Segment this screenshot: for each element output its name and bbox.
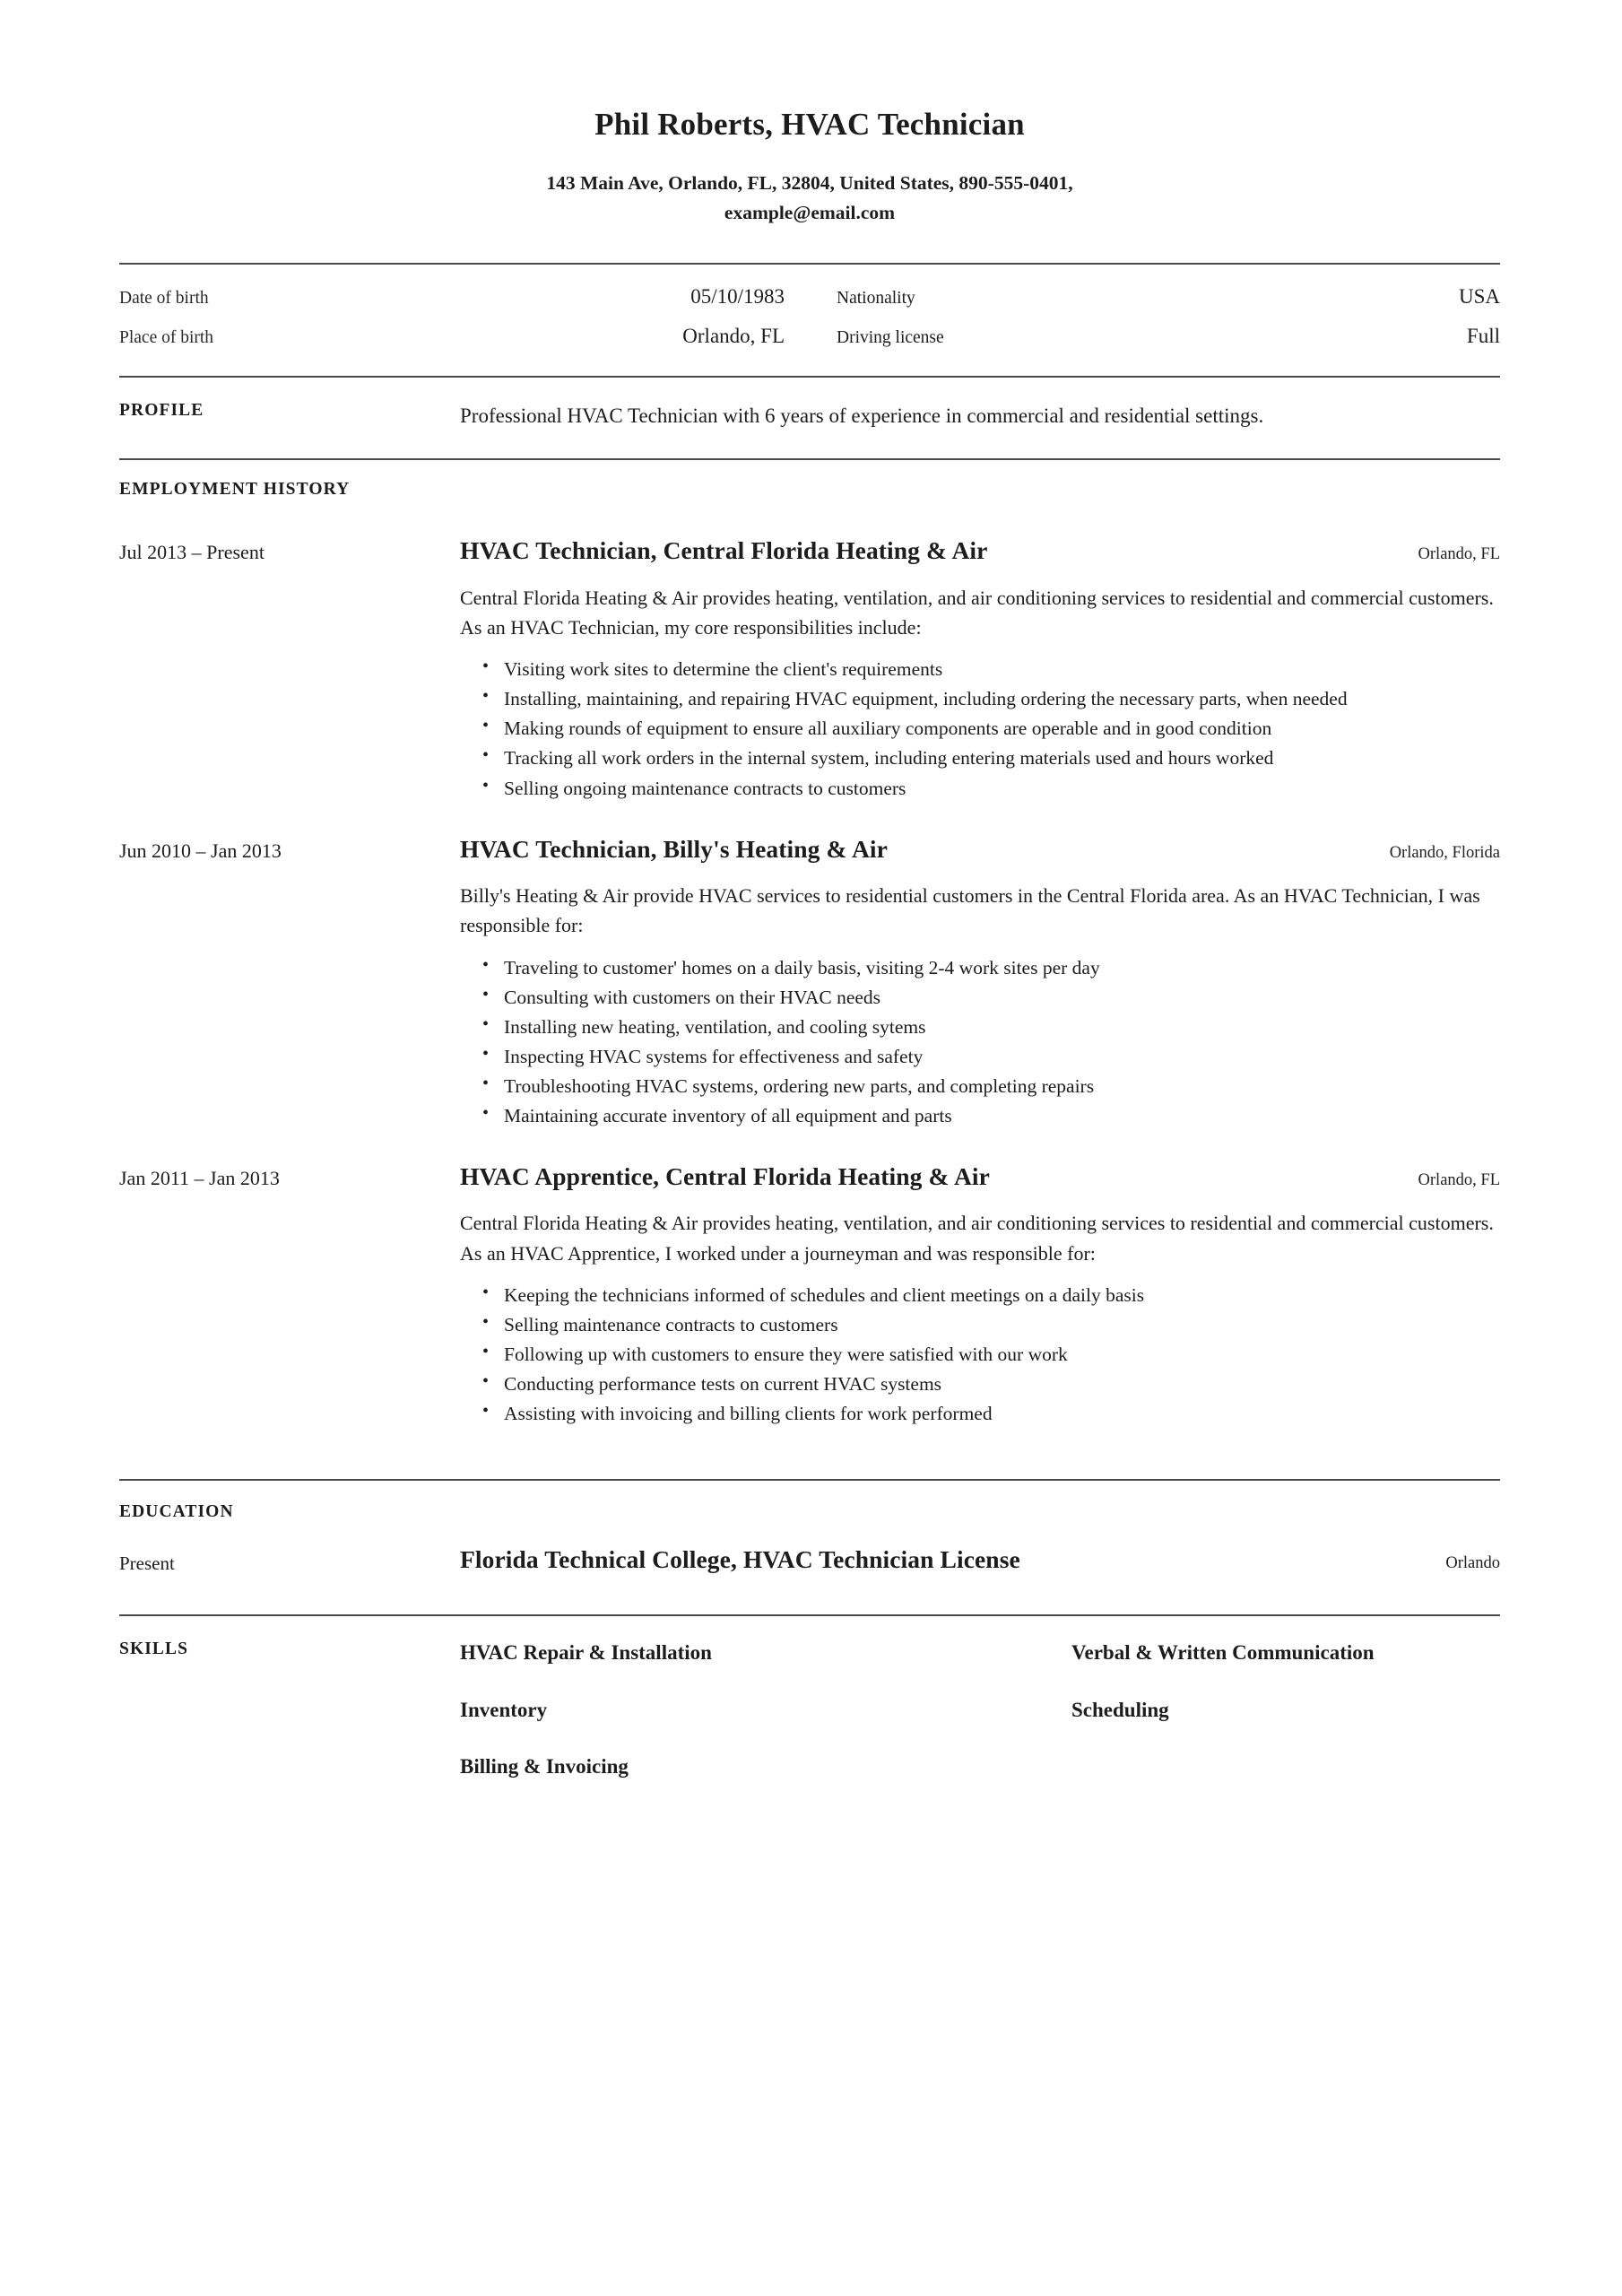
list-item: • Installing, maintaining, and repairing HVAC equipment, including ordering the necessary parts, when needed <box>460 684 1500 713</box>
list-item: • Troubleshooting HVAC systems, ordering new parts, and completing repairs <box>460 1072 1500 1100</box>
list-item: • Traveling to customer' homes on a daily basis, visiting 2-4 work sites per day <box>460 953 1500 982</box>
job-title: HVAC Apprentice, Central Florida Heating & Air <box>460 1161 990 1190</box>
skills-column-1 <box>460 1639 980 1810</box>
job-title: HVAC Technician, Central Florida Heating & Air <box>460 536 988 565</box>
list-item: • Selling maintenance contracts to customers <box>460 1310 1500 1339</box>
resume-sheet <box>119 0 1500 1811</box>
resume-header <box>119 0 1500 229</box>
job-location: Orlando, Florida <box>1389 843 1500 862</box>
education-entry <box>119 1527 1500 1614</box>
skill-item: HVAC Repair & Installation <box>460 1641 712 1665</box>
date-of-birth-value: 05/10/1983 <box>690 284 785 308</box>
education-location: Orlando <box>1445 1554 1500 1573</box>
education-dates: Present <box>119 1552 175 1575</box>
profile-rule-wrap <box>119 356 1500 378</box>
job-responsibility-list <box>460 1281 1500 1428</box>
list-item: • Maintaining accurate inventory of all equipment and parts <box>460 1101 1500 1130</box>
education-main <box>460 1545 1500 1574</box>
employment-heading: EMPLOYMENT HISTORY <box>119 480 351 500</box>
skill-item: Billing & Invoicing <box>460 1755 629 1779</box>
profile-text: Professional HVAC Technician with 6 years of experience in commercial and residential settings. <box>460 404 1264 427</box>
job-title: HVAC Technician, Billy's Heating & Air <box>460 834 888 863</box>
employment-entry <box>119 505 1500 803</box>
job-main <box>460 834 1500 1131</box>
job-title-line <box>460 1161 1500 1192</box>
personal-details-row <box>119 317 1500 356</box>
profile-body <box>460 401 1500 432</box>
driving-license-label: Driving license <box>837 327 944 347</box>
personal-details-rule-wrap <box>119 229 1500 265</box>
job-dates: Jan 2011 – Jan 2013 <box>119 1166 280 1189</box>
place-of-birth-value: Orlando, FL <box>682 324 785 347</box>
education-rule-wrap <box>119 1429 1500 1481</box>
list-item: • Inspecting HVAC systems for effectiveness and safety <box>460 1042 1500 1071</box>
job-title-line <box>460 834 1500 865</box>
place-of-birth-label: Place of birth <box>119 327 214 347</box>
job-title-line <box>460 535 1500 566</box>
profile-heading-col <box>119 401 460 421</box>
employment-entry <box>119 1131 1500 1429</box>
education-heading: EDUCATION <box>119 1502 234 1522</box>
contact-email-line: example@email.com <box>724 202 896 224</box>
list-item: • Tracking all work orders in the internal system, including entering materials used and hours worked <box>460 744 1500 772</box>
list-item: • Making rounds of equipment to ensure all auxiliary components are operable and in good condition <box>460 714 1500 743</box>
education-heading-wrap <box>119 1481 1500 1527</box>
date-of-birth-label: Date of birth <box>119 288 209 308</box>
personal-details-row <box>119 277 1500 317</box>
job-main <box>460 1161 1500 1429</box>
skill-item: Inventory <box>460 1698 548 1721</box>
list-item: • Installing new heating, ventilation, and cooling sytems <box>460 1013 1500 1041</box>
employment-entry <box>119 804 1500 1131</box>
skills-section <box>119 1616 1500 1810</box>
job-location: Orlando, FL <box>1418 545 1500 564</box>
skills-columns <box>460 1639 1500 1810</box>
job-responsibility-list <box>460 953 1500 1130</box>
list-item: • Visiting work sites to determine the client's requirements <box>460 655 1500 683</box>
employment-heading-wrap <box>119 460 1500 505</box>
job-main <box>460 535 1500 803</box>
job-description: Central Florida Heating & Air provides heating, ventilation, and air conditioning services to residential and commercial customers. As an HVAC Apprentice, I worked under a journeyman and was responsible for: <box>460 1212 1494 1265</box>
profile-heading: PROFILE <box>119 400 204 420</box>
nationality-value: USA <box>1458 284 1500 308</box>
skills-heading: SKILLS <box>119 1639 189 1659</box>
job-dates: Jul 2013 – Present <box>119 541 265 564</box>
nationality-label: Nationality <box>837 288 915 308</box>
job-dates: Jun 2010 – Jan 2013 <box>119 839 282 862</box>
personal-details-table <box>119 265 1500 356</box>
education-title: Florida Technical College, HVAC Technician License <box>460 1545 1020 1574</box>
skill-item: Scheduling <box>1071 1698 1169 1721</box>
job-location: Orlando, FL <box>1418 1170 1500 1189</box>
list-item: • Assisting with invoicing and billing clients for work performed <box>460 1399 1500 1428</box>
job-responsibility-list <box>460 655 1500 802</box>
skill-item: Verbal & Written Communication <box>1071 1641 1375 1665</box>
contact-address-line: 143 Main Ave, Orlando, FL, 32804, United States, 890-555-0401, <box>546 172 1073 194</box>
list-item: • Keeping the technicians informed of schedules and client meetings on a daily basis <box>460 1281 1500 1309</box>
contact-details <box>460 169 1159 229</box>
skills-heading-col <box>119 1639 460 1659</box>
candidate-name: Phil Roberts, HVAC Technician <box>594 107 1025 142</box>
list-item: • Following up with customers to ensure they were satisfied with our work <box>460 1340 1500 1369</box>
job-description: Central Florida Heating & Air provides heating, ventilation, and air conditioning services to residential and commercial customers. As an HVAC Technician, my core responsibilities include: <box>460 586 1494 639</box>
list-item: • Conducting performance tests on current HVAC systems <box>460 1370 1500 1398</box>
job-description: Billy's Heating & Air provide HVAC services to residential customers in the Central Florida area. As an HVAC Technician, I was responsible for: <box>460 883 1480 937</box>
profile-section <box>119 378 1500 459</box>
driving-license-value: Full <box>1466 324 1500 347</box>
list-item: • Selling ongoing maintenance contracts to customers <box>460 774 1500 803</box>
list-item: • Consulting with customers on their HVAC needs <box>460 983 1500 1012</box>
skills-column-2 <box>980 1639 1500 1810</box>
